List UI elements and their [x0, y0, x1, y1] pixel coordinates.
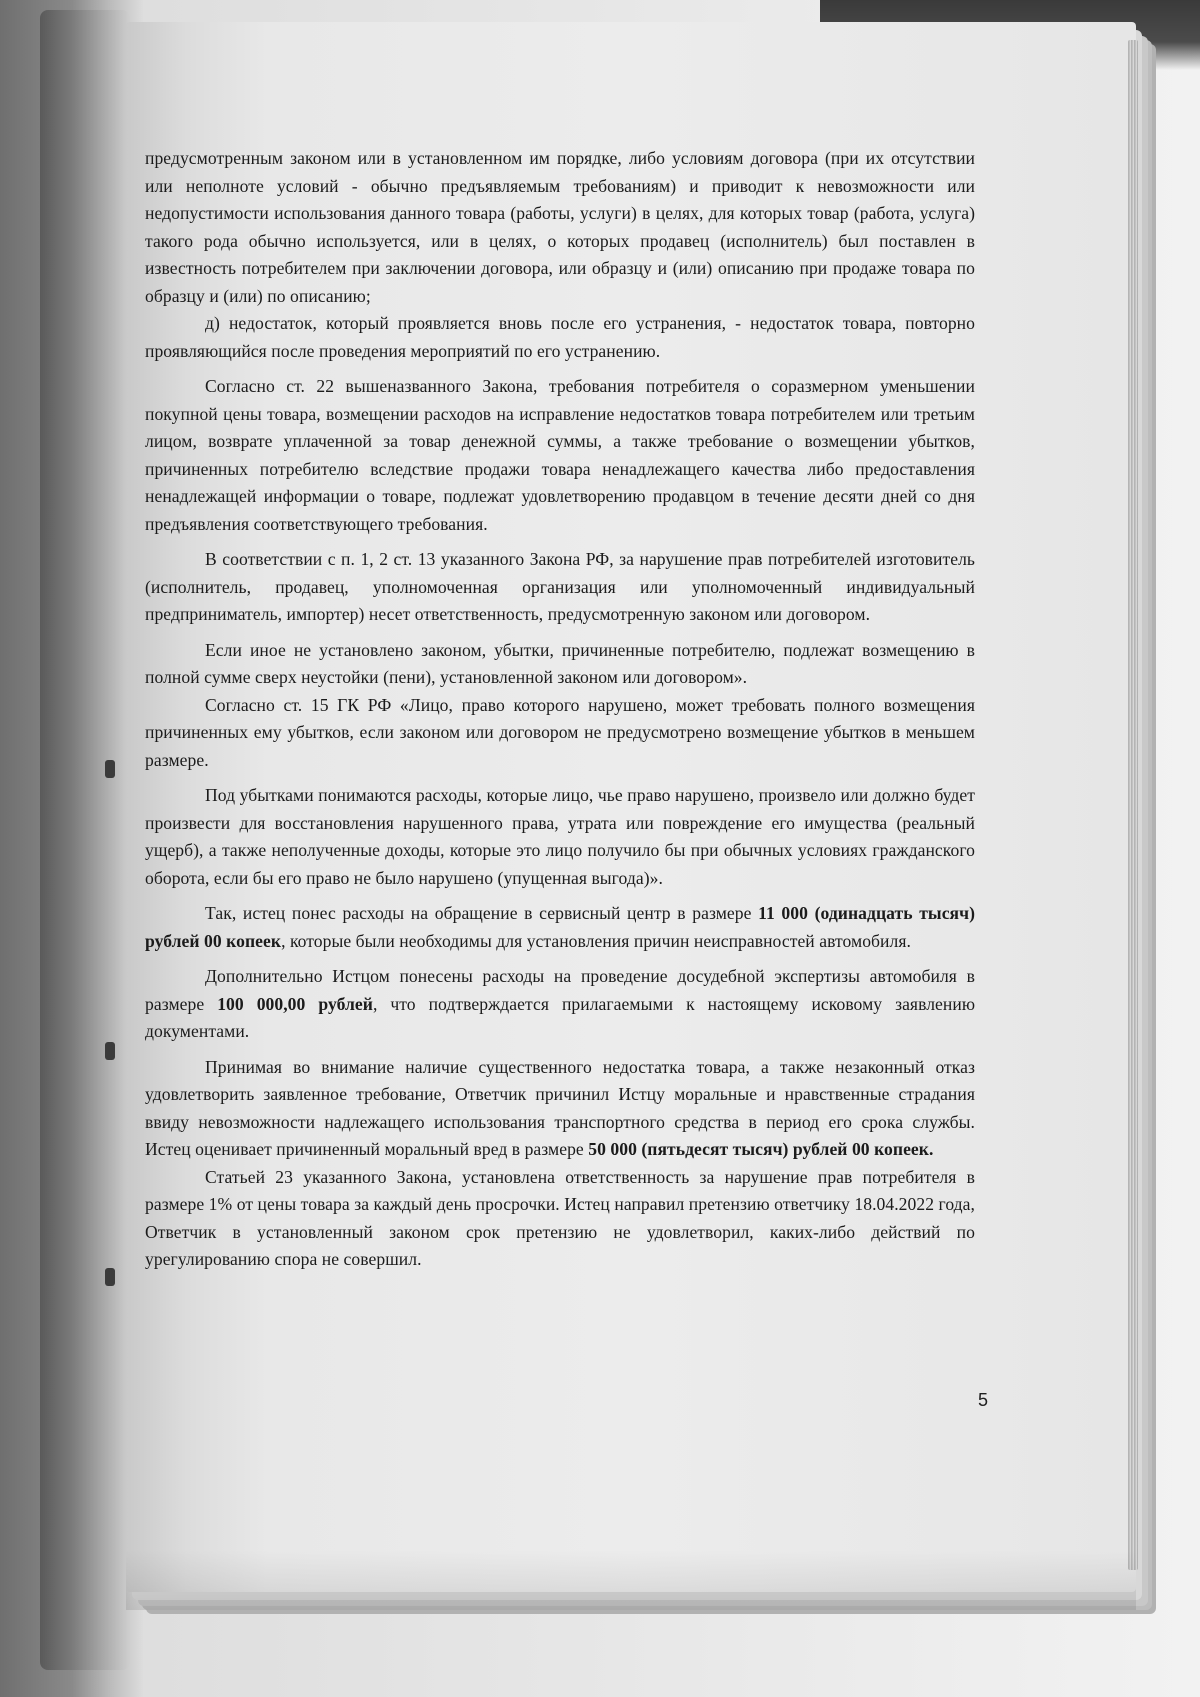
paragraph-losses-definition: Под убытками понимаются расходы, которые лицо, чье право нарушено, произвело или должно будет произвести для восстановления нарушенного права, утрата или повреждение его имущества (реальный ущерб), а также неполученные доходы, которые это лицо получило бы при обычных условиях гражданского оборота, если бы его право не было нарушено (упущенная выгода)». — [145, 785, 975, 888]
page-edge — [1128, 40, 1138, 1570]
binding-mark — [105, 760, 115, 778]
paragraph-losses: Если иное не установлено законом, убытки, причиненные потребителю, подлежат возмещению в полной сумме сверх неустойки (пени), установленной законом или договором». — [145, 639, 975, 687]
paragraph-article-22: Согласно ст. 22 вышеназванного Закона, требования потребителя о соразмерном уменьшении покупной цены товара, возмещении расходов на исправление недостатков товара потребителем или третьим лицом, возврате уплаченной за товар денежной суммы, а также требование о возмещении убытков, причиненных потребителю вследствие продажи товара ненадлежащего качества либо предоставления ненадлежащей информации о товаре, подлежат удовлетворению продавцом в течение десяти дней со дня предъявления соответствующего требования. — [145, 376, 975, 534]
expertise-costs-amount: 100 000,00 рублей — [217, 993, 373, 1014]
moral-damage-text: Принимая во внимание наличие существенного недостатка товара, а также незаконный отказ удовлетворить заявленное требование, Ответчик причинил Истцу моральные и нравственные страдания ввиду невозможности надлежащего использования транспортного средства в период его срока службы. Истец оценивает причиненный моральный вред в размере — [145, 1056, 975, 1159]
binding-mark — [105, 1042, 115, 1060]
moral-damage-amount: 50 000 (пятьдесят тысяч) рублей 00 копеек. — [588, 1139, 934, 1159]
paragraph-continuation: предусмотренным законом или в установленном им порядке, либо условиям договора (при их отсутствии или неполноте условий - обычно предъявляемым требованиям) и приводит к невозможности или недопустимости использования данного товара (работы, услуги) в целях, для которых товар (работа, услуга) такого рода обычно используется, или в целях, о которых продавец (исполнитель) был поставлен в известность потребителем при заключении договора, или образцу и (или) описанию при продаже товара по образцу и (или) по описанию; — [145, 148, 975, 306]
paragraph-defect-recurrence: д) недостаток, который проявляется вновь после его устранения, - недостаток товара, повторно проявляющийся после проведения мероприятий по его устранению. — [145, 313, 975, 361]
service-costs-text-end: , которые были необходимы для установления причин неисправностей автомобиля. — [281, 930, 911, 951]
paragraph-article-13: В соответствии с п. 1, 2 ст. 13 указанного Закона РФ, за нарушение прав потребителей изготовитель (исполнитель, продавец, уполномоченная организация или уполномоченный индивидуальный предприниматель, импортер) несет ответственность, предусмотренную законом или договором. — [145, 549, 975, 624]
page-bottom-shadow — [126, 1550, 1136, 1610]
paragraph-service-costs — [145, 900, 975, 955]
paragraph-moral-damage — [145, 1054, 975, 1164]
document-binding — [40, 10, 130, 1670]
page-number: 5 — [977, 1390, 988, 1410]
service-costs-amount: 11 000 (одинадцать тысяч) рублей 00 копеек — [145, 903, 975, 951]
paragraph-civil-code-15: Согласно ст. 15 ГК РФ «Лицо, право которого нарушено, может требовать полного возмещения причиненных ему убытков, если законом или договором не предусмотрено возмещение убытков в меньшем размере. — [145, 694, 975, 770]
expertise-costs-text-end: , что подтверждается прилагаемыми к настоящему исковому заявлению документами. — [145, 993, 976, 1041]
paragraph-expertise-costs — [145, 963, 975, 1046]
service-costs-text: Так, истец понес расходы на обращение в сервисный центр в размере — [205, 903, 759, 923]
paragraph-penalty: Статьей 23 указанного Закона, установлена ответственность за нарушение прав потребителя в размере 1% от цены товара за каждый день просрочки. Истец направил претензию ответчику 18.04.2022 года, Ответчик в установленный законом срок претензию не удовлетворил, каких-либо действий по урегулированию спора не совершил. — [145, 1166, 975, 1269]
expertise-costs-text: Дополнительно Истцом понесены расходы на проведение досудебной экспертизы автомобиля в размере — [145, 966, 975, 1014]
document-body — [145, 145, 975, 1274]
binding-mark — [105, 1268, 115, 1286]
